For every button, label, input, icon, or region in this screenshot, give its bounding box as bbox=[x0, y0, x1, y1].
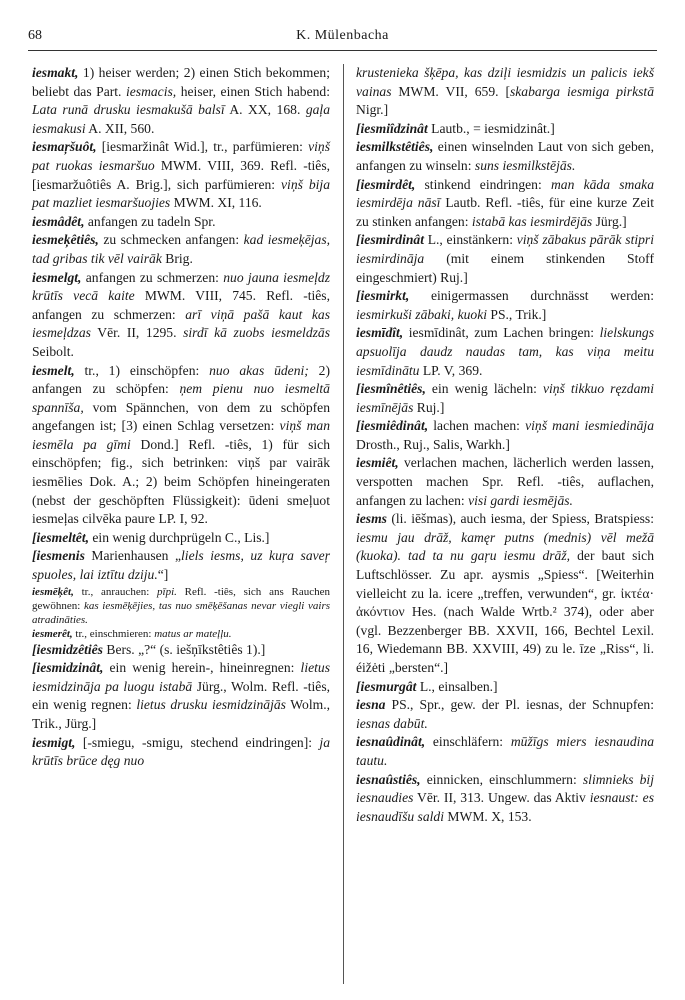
dictionary-entry bbox=[356, 417, 654, 454]
entry-headword: iesmakt, bbox=[32, 65, 79, 80]
entry-text: [-smiegu, -smigu, stechend eindringen]: bbox=[75, 734, 320, 750]
entry-text: 1) heiser werden; 2) einen Stich bekommen; beliebt das Part. bbox=[32, 65, 330, 99]
entry-text: anfangen zu schmerzen: bbox=[81, 269, 224, 285]
entry-text: gaļa iesmakusi bbox=[32, 102, 330, 136]
entry-headword: iesnaûstiês, bbox=[356, 771, 421, 787]
entry-headword: iesmiêt, bbox=[356, 455, 399, 471]
dictionary-entry bbox=[32, 734, 330, 771]
entry-headword: iesmēķêt, bbox=[32, 585, 74, 598]
entry-text: Brig. bbox=[161, 250, 193, 266]
entry-text: iesmu jau drāž, kamęr putns (mednis) vēl mežā (kuoka). tad ta nu gaŗu iesmu drāž, bbox=[356, 529, 654, 564]
dictionary-entry bbox=[356, 287, 654, 324]
dictionary-entry bbox=[32, 64, 330, 138]
dictionary-entry bbox=[32, 362, 330, 529]
entry-text: tr., einschmieren: bbox=[72, 627, 155, 640]
entry-text: viņš zābakus pārāk stipri iesmirdināja bbox=[356, 232, 654, 266]
entry-headword: [iesmiîdzinât bbox=[356, 120, 428, 136]
entry-text: L., einstänkern: bbox=[423, 232, 517, 248]
entry-text: lielskungs apsuolīja daudz naudas tam, kas viņa meitu iesmīdinātu bbox=[356, 325, 654, 378]
entry-text: viņš mani iesmiedināja bbox=[525, 418, 654, 434]
entry-text: Lautb., = iesmidzinât.] bbox=[427, 120, 555, 136]
entry-text: iesmīdinât, zum Lachen bringen: bbox=[403, 325, 600, 341]
entry-text: Drosth., Ruj., Salis, Warkh.] bbox=[356, 436, 510, 452]
entry-text: lietus drusku iesmidzinājās bbox=[136, 697, 286, 713]
entry-text: iesmacis, bbox=[125, 83, 177, 99]
entry-text: nuo akas ūdeni; bbox=[209, 362, 309, 378]
entry-text: Jürg., Wolm. Refl. -tiês, ein wenig regnen: bbox=[32, 678, 331, 713]
entry-headword: iesmâdêt, bbox=[32, 213, 85, 229]
entry-headword: [iesmidzinât, bbox=[32, 660, 104, 676]
entry-headword: [iesmînêtiês, bbox=[356, 381, 426, 397]
entry-text: ja krūtīs brūce dęg nuo bbox=[32, 734, 330, 769]
entry-text: kas iesmēķējies, tas nuo smēķēšanas nevar viegli vairs atradināties. bbox=[32, 599, 330, 626]
entry-text: skabarga iesmiga pirkstā bbox=[509, 83, 654, 99]
dictionary-entry bbox=[32, 627, 330, 641]
entry-text: Jürg.] bbox=[592, 213, 627, 229]
entry-text: slimnieks bij iesnaudies bbox=[356, 771, 654, 806]
entry-headword: iesms bbox=[356, 511, 387, 527]
entry-text: MWM. X, 153. bbox=[444, 808, 532, 824]
entry-headword: iesmerêt, bbox=[32, 627, 73, 640]
dictionary-entry bbox=[356, 176, 654, 232]
entry-text: [iesmaržinât Wid.], tr., parfümieren: bbox=[96, 139, 309, 155]
entry-headword: [iesmurgât bbox=[356, 678, 417, 694]
entry-headword: [iesmidzêtiês bbox=[32, 641, 103, 657]
entry-text: Vēr. II, 1295. bbox=[90, 325, 184, 341]
entry-headword: [iesmenis bbox=[32, 548, 85, 564]
dictionary-entry bbox=[32, 529, 330, 548]
entry-text: zu schmecken anfangen: bbox=[98, 232, 244, 248]
entry-text: stinkend eindringen: bbox=[415, 176, 551, 192]
entry-text: (li. iēšmas), auch iesma, der Spiess, Bratspiess: bbox=[386, 511, 654, 527]
entry-text: MWM. XI, 116. bbox=[170, 195, 262, 211]
entry-text: iesnaust: es iesnaudīšu saldi bbox=[356, 790, 654, 824]
dictionary-entry bbox=[356, 454, 654, 510]
entry-text: iesmirkuši zābaki, kuoki bbox=[356, 306, 488, 322]
entry-headword: iesmilkstêtiês, bbox=[356, 139, 434, 155]
entry-text: ņem pienu nuo iesmeltā spannīša, bbox=[32, 381, 330, 415]
entry-text: L., einsalben.] bbox=[416, 678, 498, 694]
entry-text: tr., 1) einschöpfen: bbox=[74, 362, 210, 378]
entry-text: A. XX, 168. bbox=[224, 102, 306, 118]
entry-text: PS., Trik.] bbox=[487, 306, 547, 322]
entry-text: (mit einem stinkenden Stoff eingeschmiert) Ruj.] bbox=[356, 250, 654, 285]
entry-text: suns iesmilkstējās. bbox=[474, 157, 576, 173]
entry-text: pīpi. bbox=[157, 585, 177, 598]
dictionary-entry bbox=[356, 138, 654, 175]
entry-text: mūžīgs miers iesnaudina tautu. bbox=[356, 734, 654, 768]
entry-headword: iesnaûdinât, bbox=[356, 734, 426, 750]
entry-text: MWM. VII, 659. [ bbox=[391, 83, 510, 99]
entry-text: 2) anfangen zu schöpfen: bbox=[32, 362, 330, 397]
entry-text: Lautb. Refl. -tiês, für eine kurze Zeit zu stinken anfangen: bbox=[356, 195, 654, 229]
entry-text: ein wenig lächeln: bbox=[425, 381, 543, 397]
dictionary-entry bbox=[32, 641, 330, 660]
entry-headword: iesmeķêtiês, bbox=[32, 232, 99, 248]
dictionary-entry bbox=[356, 696, 654, 733]
entry-text: viņš tikkuo ręzdami iesmīnējās bbox=[356, 381, 654, 415]
entry-text: heiser, einen Stich habend: bbox=[176, 83, 330, 99]
header-rule bbox=[28, 50, 657, 51]
entry-text: liels iesms, uz kuŗa saveŗ spuoles, lai iztītu dziju. bbox=[32, 548, 330, 583]
entry-text: lachen machen: bbox=[428, 418, 526, 434]
entry-text: Seibolt. bbox=[32, 343, 74, 359]
entry-text: “] bbox=[157, 567, 169, 583]
entry-text: man kāda smaka iesmirdēja nāsī bbox=[356, 176, 654, 211]
dictionary-entry bbox=[356, 510, 654, 677]
right-column bbox=[356, 64, 654, 826]
dictionary-entry bbox=[32, 585, 330, 627]
entry-headword: iesmigt, bbox=[32, 734, 76, 750]
entry-text: einnicken, einschlummern: bbox=[420, 771, 583, 787]
entry-text: anfangen zu tadeln Spr. bbox=[84, 213, 216, 229]
entry-text: krustenieka šķēpa, kas dziļi iesmidzis un palicis iekš vainas bbox=[356, 65, 654, 99]
entry-headword: iesmelt, bbox=[32, 362, 75, 378]
entry-headword: [iesmirdêt, bbox=[356, 176, 416, 192]
page-number: 68 bbox=[28, 28, 42, 43]
entry-headword: iesmelgt, bbox=[32, 269, 82, 285]
entry-text: matus ar mateļļu. bbox=[154, 627, 232, 640]
dictionary-entry bbox=[356, 64, 654, 120]
entry-text: verlachen machen, lächerlich werden lassen, verspotten machen Spr. Refl. -tiês, auflachen, anfangen zu lachen: bbox=[356, 455, 654, 508]
entry-text: Wolm., Trik., Jürg.] bbox=[32, 697, 330, 731]
entry-text: MWM. VIII, 369. Refl. -tiês, [iesmaržuôtiês A. Brig.], sich parfümieren: bbox=[32, 157, 331, 192]
entry-text: ein wenig herein-, hineinregnen: bbox=[103, 660, 301, 676]
entry-headword: [iesmeltêt, bbox=[32, 529, 89, 545]
entry-text: nuo jauna iesmeļdz krūtīs vecā kaite bbox=[32, 269, 330, 304]
entry-text: einigermassen durchnässt werden: bbox=[409, 288, 654, 304]
entry-text: ein wenig durchprügeln C., Lis.] bbox=[89, 529, 270, 545]
left-column bbox=[32, 64, 330, 771]
entry-text: PS., Spr., gew. der Pl. iesnas, der Schnupfen: bbox=[385, 697, 654, 713]
entry-text: Bers. „?“ (s. iešņīkstêtiês 1).] bbox=[102, 641, 266, 657]
entry-text: einschläfern: bbox=[425, 734, 511, 750]
entry-text: kad iesmeķējas, tad gribas tik vēl vairāk bbox=[32, 232, 331, 266]
entry-headword: iesmīdît, bbox=[356, 325, 404, 341]
dictionary-entry bbox=[356, 324, 654, 380]
entry-text: Ruj.] bbox=[413, 399, 445, 415]
entry-headword: [iesmirkt, bbox=[356, 288, 410, 304]
dictionary-entry bbox=[32, 659, 330, 733]
entry-text: visi gardi iesmējās. bbox=[468, 492, 573, 508]
entry-text: viņš man iesmēla pa gīmi bbox=[32, 418, 330, 452]
entry-text: Refl. -tiês, sich ans Rauchen gewöhnen: bbox=[32, 585, 330, 612]
entry-text: lietus iesmidzināja pa luogu istabā bbox=[32, 660, 330, 694]
entry-text: vom Spännchen, von dem zu schöpfen angefangen ist; [3) einen Schlag versetzen: bbox=[32, 399, 330, 434]
entry-headword: iesmaŗšuôt, bbox=[32, 139, 97, 155]
dictionary-entry bbox=[32, 138, 330, 212]
entry-headword: iesna bbox=[356, 697, 386, 713]
entry-text: einen winselnden Laut von sich geben, anfangen zu winseln: bbox=[356, 139, 654, 173]
entry-headword: [iesmiêdinât, bbox=[356, 418, 429, 434]
dictionary-entry bbox=[32, 231, 330, 268]
entry-text: Marienhausen „ bbox=[84, 548, 182, 564]
dictionary-entry bbox=[356, 733, 654, 770]
entry-text: viņš pat ruokas iesmaršuo bbox=[32, 139, 330, 173]
entry-text: istabā kas iesmirdējās bbox=[471, 213, 593, 229]
running-head: K. Mülenbacha bbox=[296, 28, 389, 43]
entry-headword: [iesmirdinât bbox=[356, 232, 424, 248]
entry-text: A. XII, 560. bbox=[85, 120, 155, 136]
dictionary-entry bbox=[32, 547, 330, 584]
entry-text: Nigr.] bbox=[356, 102, 389, 118]
dictionary-entry bbox=[356, 231, 654, 287]
entry-text: MWM. VIII, 745. Refl. -tiês, anfangen zu schmerzen: bbox=[32, 288, 330, 322]
entry-text: der baut sich Luftschlösser. Zu apr. aysmis „Spiess“. [Weiterhin vielleicht zu la. icere „treffen, verwunden“, gr. ἰκτέα· ἀκόντιον Hes. (nach Walde Wrtb.² 374), oder aber (vgl. Bezzenberger BB. XXVII, 166, Bechtel Lexil. 16, Wiedemann BB. XXVIII, 49) zu le. īze „Riss“, li. éižėti „bersten“.] bbox=[356, 548, 654, 675]
entry-text: LP. V, 369. bbox=[419, 362, 483, 378]
entry-text: viņš bija pat mazliet iesmaršuojies bbox=[32, 176, 330, 211]
entry-text: Vēr. II, 313. Ungew. das Aktiv bbox=[413, 790, 590, 806]
dictionary-entry bbox=[32, 269, 330, 362]
page-header bbox=[28, 28, 657, 48]
dictionary-entry bbox=[356, 120, 654, 139]
dictionary-entry bbox=[356, 771, 654, 827]
entry-text: iesnas dabūt. bbox=[356, 715, 428, 731]
dictionary-entry bbox=[356, 678, 654, 697]
entry-text: tr., anrauchen: bbox=[73, 585, 158, 598]
entry-text: arī viņā pašā kaut kas iesmeļdzas bbox=[32, 306, 330, 341]
dictionary-entry bbox=[356, 380, 654, 417]
entry-text: Dond.] Refl. -tiês, 1) für sich einschöpfen; fig., sich betrinken: viņš par vairāk iesmēlies Dok. A.; 2) beim Schöpfen hineingeraten (nebst der geschöpften Flüssigkeit): ūdeni smeļuot iesmeļas cilvēka paure LP. I, 92. bbox=[32, 436, 330, 527]
column-divider bbox=[343, 64, 344, 984]
dictionary-entry bbox=[32, 213, 330, 232]
entry-text: Lata runā drusku iesmakušā balsī bbox=[32, 102, 225, 118]
entry-text: sirdī kā zuobs iesmeldzās bbox=[183, 325, 330, 341]
